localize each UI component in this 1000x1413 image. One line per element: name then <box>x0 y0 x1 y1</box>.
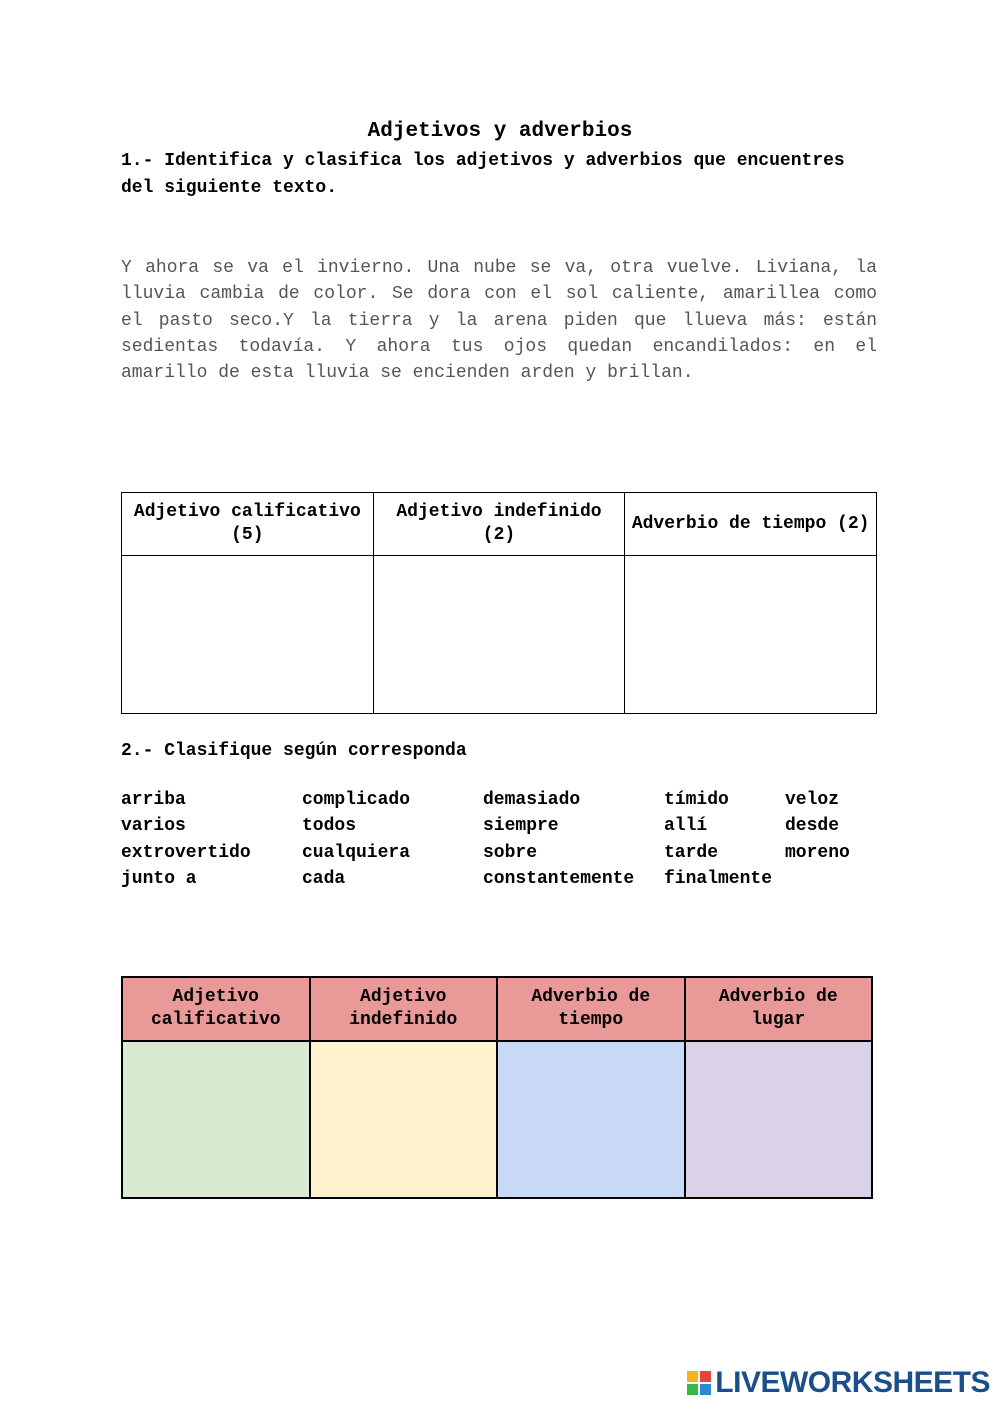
word-chip[interactable]: complicado <box>302 790 411 810</box>
t2-drop-zone-adverbio-lugar[interactable] <box>685 1041 873 1198</box>
word-bank <box>121 790 881 895</box>
t1-answer-cell[interactable] <box>122 556 374 714</box>
t1-answer-cell[interactable] <box>373 556 625 714</box>
logo-square <box>700 1371 711 1382</box>
t2-header-adjetivo-calificativo: Adjetivo calificativo <box>122 977 310 1041</box>
page-title: Adjetivos y adverbios <box>367 120 633 143</box>
word-row <box>121 869 881 895</box>
word-chip[interactable]: extrovertido <box>121 842 251 863</box>
logo-square <box>687 1371 698 1382</box>
word-chip[interactable]: sobre <box>483 842 538 863</box>
reading-passage: Y ahora se va el invierno. Una nube se va, otra vuelve. Liviana, la lluvia cambia de color. Se dora con el sol caliente, amarillea como el pasto seco.Y la tierra y la arena piden que llueva más: están sedientas todavía. Y ahora tus ojos quedan encandilados: en el amarillo de esta lluvia se encienden arden y brillan. <box>121 258 877 384</box>
word-chip[interactable]: desde <box>785 816 840 837</box>
logo-square <box>700 1384 711 1395</box>
t1-header-adjetivo-calificativo: Adjetivo calificativo (5) <box>122 493 374 556</box>
word-chip[interactable]: veloz <box>785 790 840 810</box>
word-row <box>121 816 881 842</box>
logo-text: LIVEWORKSHEETS <box>715 1366 990 1399</box>
t2-header-adverbio-tiempo: Adverbio de tiempo <box>497 977 685 1041</box>
word-chip[interactable]: tímido <box>664 790 729 810</box>
t2-header-adjetivo-indefinido: Adjetivo indefinido <box>310 977 498 1041</box>
t2-drop-zone-adjetivo-indefinido[interactable] <box>310 1041 498 1198</box>
word-chip[interactable]: siempre <box>483 816 559 837</box>
question-2: 2.- Clasifique según corresponda <box>121 741 467 761</box>
liveworksheets-logo-icon <box>687 1371 711 1395</box>
t1-answer-cell[interactable] <box>625 556 877 714</box>
word-chip[interactable]: cualquiera <box>302 842 411 863</box>
word-chip[interactable]: arriba <box>121 790 186 810</box>
question-1: 1.- Identifica y clasifica los adjetivos y adverbios que encuentres del siguiente texto. <box>121 151 845 198</box>
logo-square <box>687 1384 698 1395</box>
classification-table-2 <box>121 976 873 1199</box>
word-chip[interactable]: todos <box>302 816 357 837</box>
word-chip[interactable]: demasiado <box>483 790 581 810</box>
t2-drop-zone-adverbio-tiempo[interactable] <box>497 1041 685 1198</box>
word-chip[interactable]: finalmente <box>664 868 773 889</box>
liveworksheets-logo <box>687 1363 990 1403</box>
word-chip[interactable]: cada <box>302 868 346 889</box>
t2-header-adverbio-lugar: Adverbio de lugar <box>685 977 873 1041</box>
word-chip[interactable]: allí <box>664 816 708 837</box>
word-row <box>121 790 881 816</box>
t1-header-adjetivo-indefinido: Adjetivo indefinido (2) <box>373 493 625 556</box>
classification-table-1 <box>121 492 877 714</box>
word-chip[interactable]: tarde <box>664 842 719 863</box>
word-chip[interactable]: varios <box>121 816 186 837</box>
t2-drop-zone-adjetivo-calificativo[interactable] <box>122 1041 310 1198</box>
word-chip[interactable]: junto a <box>121 868 197 889</box>
word-chip[interactable]: moreno <box>785 842 850 863</box>
word-chip[interactable]: constantemente <box>483 868 635 889</box>
word-row <box>121 843 881 869</box>
t1-header-adverbio-tiempo: Adverbio de tiempo (2) <box>625 493 877 556</box>
